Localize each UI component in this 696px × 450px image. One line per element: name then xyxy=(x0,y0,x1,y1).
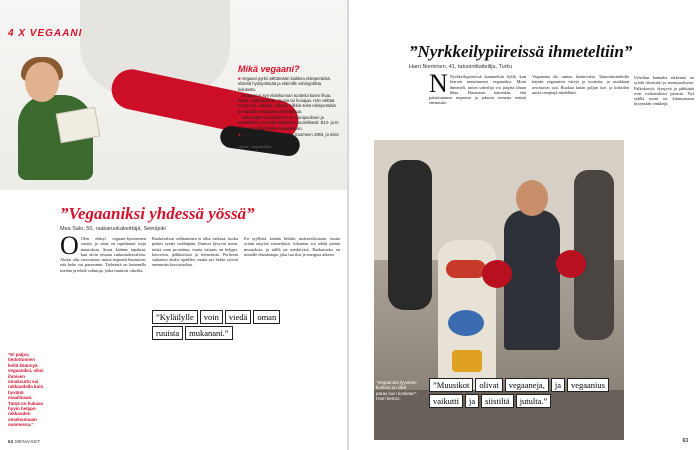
column-text: Nyrkkeilypiireissä kuunneltiin kyllä, kun kerroin muuttaneeni vegaaniksi. Moni ihmetteli, miten urheilija voi pärjätä ilman lihaa. Huomasin kuitenkin, että palautuminen nopeutui ja jaksoin treenata entistä enemmän. xyxy=(429,74,526,106)
boxing-glove xyxy=(482,260,512,288)
left-headline: ”Vegaaniksi yhdessä yössä” xyxy=(60,204,255,223)
pull-quote-word: ja xyxy=(465,394,479,408)
pull-quote-word: olivat xyxy=(475,378,502,392)
photo-caption-right: ”Vegaanina fyysinen kuntoni on ollut paras kuin koskaan”, Harri kertoo. xyxy=(376,380,418,402)
article-column-r3 xyxy=(634,75,694,107)
magazine-brand: MENAISET xyxy=(15,439,41,444)
pull-quote-right xyxy=(429,378,639,408)
pull-quote-word: ja xyxy=(551,378,565,392)
right-headline: ”Nyrkkeilypiireissä ihmeteltiin” xyxy=(409,42,633,61)
punching-bag xyxy=(388,160,432,310)
left-byline: Mea Salo, 50, raakaruokakeittäjä, Seinäjoki xyxy=(60,226,166,232)
column-text: Olen elänyt vegaani-kymmenen vuotta, ja siinä on tapahtunut isoja muutoksia. Suuri käänne tapahtui, kun aloin seurata raakaruokavaliota. Aluksi olin varovainen, mutta nopeasti huomasin, että keho voi paremmin. Tärkeintä on kuunnella itseään ja tehdä valintoja, jotka tuntuvat oikeilta. xyxy=(60,236,146,273)
column-text: Vegaanina olo tuntuu luontevalta. Tatuointistudiolla käytän vegaanisia värejä ja tuotteita, ja asiakkaat arvostavat sitä. Ruokaa laitan paljon itse, ja kokeilen uusia reseptejä mielelläni. xyxy=(532,74,629,95)
photo-person-head xyxy=(25,62,59,102)
pull-quote-word: jutulta.” xyxy=(516,394,552,408)
drop-cap: N xyxy=(429,69,448,98)
article-column-r1 xyxy=(429,69,526,106)
pull-quote-word: oman xyxy=(253,310,280,324)
page-number: 63 xyxy=(682,438,688,444)
pull-quote-word: ”Kyläilyllе xyxy=(152,310,198,324)
pull-quote-word: vegaanius xyxy=(567,378,609,392)
pull-quote-word: voin xyxy=(200,310,223,324)
sidebar-title: Mikä vegaani? xyxy=(238,64,300,74)
pull-quote-word: ”Muusikot xyxy=(429,378,473,392)
photo-caption-left: ”Ei paljoa tiedottomien keitä käännyä vegaaniksi, siksi ihmisen omaksuttu sai rakkaudella kuin hyvänä maailmaan. Tämä on kukaan hyvin helppo rakkauden omaksumaan suomessa.” xyxy=(8,352,44,428)
pull-quote-word: mukanani.” xyxy=(185,326,232,340)
sidebar-item: ■ Joka neljäs suomalainen on monipuolinen ja terveellinen, se pitää kosolteen huolellisesti: B12- ja D-vitamiinia pitää lisätä ruokavalioon. xyxy=(238,115,340,131)
sidebar-source: Lähde: Vegaaniliitto xyxy=(238,144,272,149)
page-footer-left xyxy=(8,439,41,444)
article-column-2 xyxy=(152,236,238,268)
section-tag: 4 X VEGAANI xyxy=(8,28,83,39)
sidebar-item: ■ Vegaani pyrkii välttämään kaikkea eläinperäistä, eläimiä hyödyntävää ja eläimille vahingollista kulutusta. xyxy=(238,76,340,92)
photo-person-body xyxy=(504,210,560,350)
article-column-3 xyxy=(244,236,340,257)
pull-quote-word: vegaaneja, xyxy=(505,378,549,392)
right-byline: Harri Nieminen, 41, tatuointitaiteilija, Turku xyxy=(409,64,513,70)
column-text: Ruokavalion vaihtaminen ei ollut vaikeaa, koska päätös syntyi sisältäpäin. Ihmiset kysyvät usein, mistä saan proteiinia, mutta vastaus on helppo: kasveista, pähkinöistä ja siemenistä. Perheeni suhtautui aluksi epäillen, mutta nyt hekin syövät enemmän kasvisruokaa. xyxy=(152,236,238,268)
article-columns-right xyxy=(429,69,629,106)
article-column-r2 xyxy=(532,74,629,106)
info-sidebar xyxy=(238,64,340,149)
sidebar-item: ■ Vegaani ei syö eläinkunnan tuotteita kuten lihaa, kalaa, maitotuotteita, munia tai hunajaa. Hän välttää myös mm. nahkaa, villaa ja silkkiä sekä eläinperäisiä ja eläimillä testattuja kosmetiikkaa. xyxy=(238,93,340,114)
pull-quote-word: ruuista xyxy=(152,326,183,340)
pull-quote-word: siistiltä xyxy=(481,394,514,408)
column-text: Urheilun kannalta tärkeintä on syödä riittävästi ja monipuolisesti. Palkokasvit, täysjyvä ja pähkinät ovat ruokavalioni perusta. Nyt salilla moni on kiinnostunut kysymään vinkkejä. xyxy=(634,75,694,107)
photo-person-head xyxy=(516,180,548,216)
pull-quote-left xyxy=(152,310,302,340)
boxing-glove xyxy=(556,250,586,278)
column-text: En syyllistä ketään heidän ruokavaliostaan, mutta yritän näyttää esimerkkiä. Jokainen voi tehdä pieniä muutoksia, ja niillä on merkitystä. Raakaruoka on minulle elämäntapa, joka tuo iloa ja energiaa arkeen. xyxy=(244,236,340,257)
pull-quote-word: vaikutti xyxy=(429,394,463,408)
article-column-1 xyxy=(60,231,146,273)
page-number: 62 xyxy=(8,439,14,444)
right-page xyxy=(349,0,696,450)
pull-quote-word: viedä xyxy=(225,310,251,324)
drop-cap: O xyxy=(60,231,79,260)
sidebar-item: ■ Vegaaniyhdistys perustettiin Suomeen 1993, ja siinä on tänä noin 800 jäsentä. xyxy=(238,132,340,143)
left-page xyxy=(0,0,347,450)
